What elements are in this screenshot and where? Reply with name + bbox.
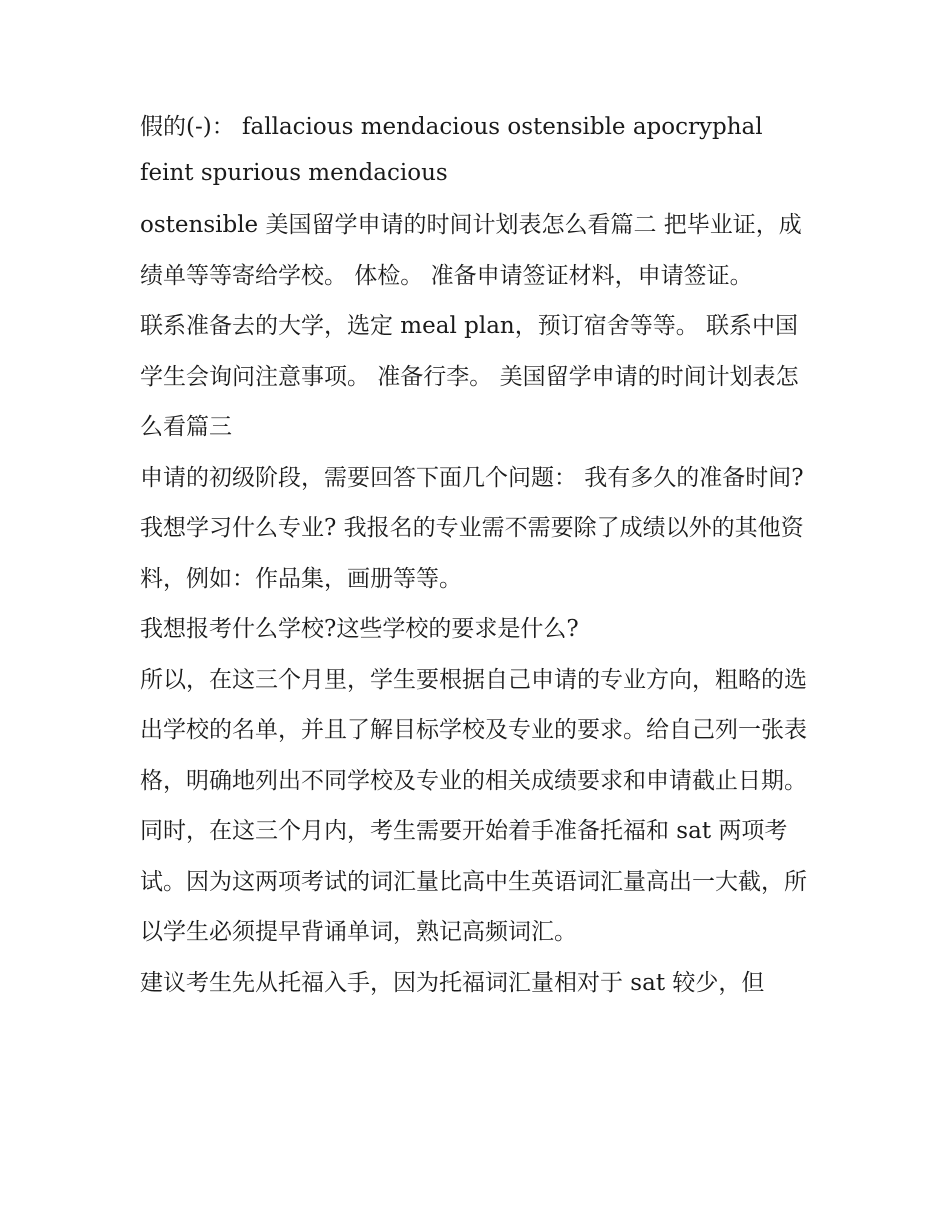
paragraph-contact-university: 联系准备去的大学，选定 meal plan，预订宿舍等等。 联系中国学生会询问注意事项。 准备行李。 美国留学申请的时间计划表怎么看篇三	[140, 313, 799, 440]
paragraph-initial-stage: 申请的初级阶段，需要回答下面几个问题： 我有多久的准备时间? 我想学习什么专业? 我报名的专业需不需要除了成绩以外的其他资料，例如：作品集，画册等等。	[140, 464, 804, 592]
paragraph-fake-synonyms: 假的(-)： fallacious mendacious ostensible apocryphal feint spurious mendacious	[140, 114, 763, 186]
paragraph-three-months: 所以，在这三个月里，学生要根据自己申请的专业方向，粗略的选出学校的名单，并且了解目标学校及专业的要求。给自己列一张表格，明确地列出不同学校及专业的相关成绩要求和申请截止日期。	[140, 666, 807, 794]
paragraph-part-two: ostensible 美国留学申请的时间计划表怎么看篇二 把毕业证，成绩单等等寄给学校。 体检。 准备申请签证材料，申请签证。	[140, 212, 802, 289]
paragraph-suggestion: 建议考生先从托福入手，因为托福词汇量相对于 sat 较少，但	[140, 969, 765, 996]
paragraph-toefl-sat: 同时，在这三个月内，考生需要开始着手准备托福和 sat 两项考试。因为这两项考试的词汇量比高中生英语词汇量高出一大截，所以学生必须提早背诵单词，熟记高频词汇。	[140, 818, 807, 945]
document-body	[140, 104, 815, 1008]
paragraph-school-question: 我想报考什么学校?这些学校的要求是什么?	[140, 616, 579, 642]
